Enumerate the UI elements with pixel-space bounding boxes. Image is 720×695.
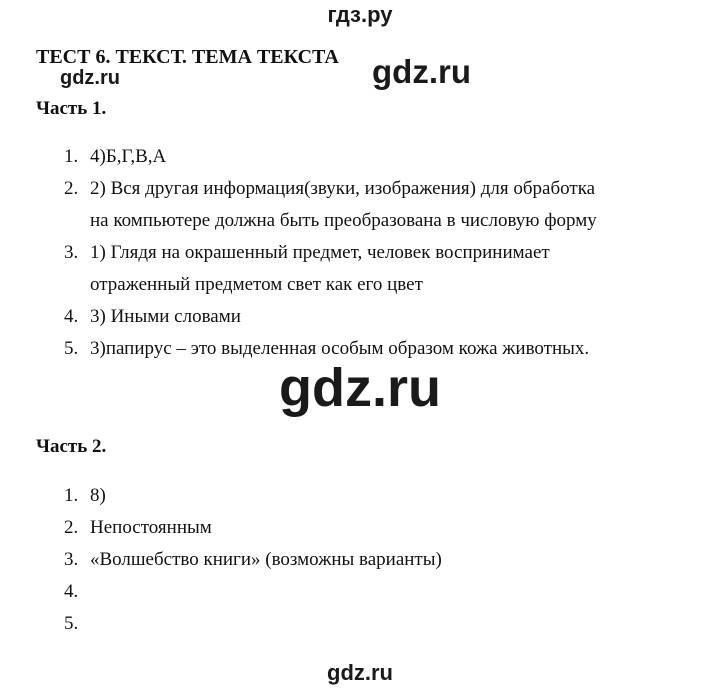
answer-number: 1. xyxy=(64,485,79,506)
answer-number: 5. xyxy=(64,338,79,359)
part2-answer-list xyxy=(64,480,442,640)
answer-number: 2. xyxy=(64,178,79,199)
answer-item xyxy=(64,608,442,640)
answer-number: 4. xyxy=(64,306,79,327)
answer-item xyxy=(64,576,442,608)
answer-text: Непостоянным xyxy=(90,517,212,538)
part1-heading: Часть 1. xyxy=(36,98,107,119)
answer-text: 8) xyxy=(90,485,106,506)
answer-item xyxy=(64,173,597,237)
answer-number: 1. xyxy=(64,146,79,167)
part1-answer-list xyxy=(64,141,597,365)
answer-text: 1) Глядя на окрашенный предмет, человек воспринимает отраженный предметом свет как его цвет xyxy=(90,242,550,295)
watermark-top: гдз.ру xyxy=(327,2,393,27)
answer-text: 3)папирус – это выделенная особым образом кожа животных. xyxy=(90,338,590,359)
answer-text: 3) Иными словами xyxy=(90,306,241,327)
answer-item xyxy=(64,141,597,173)
answer-text: «Волшебство книги» (возможны варианты) xyxy=(90,549,442,570)
part2-heading: Часть 2. xyxy=(36,436,107,457)
answer-number: 5. xyxy=(64,613,79,634)
answer-number: 2. xyxy=(64,517,79,538)
answer-item xyxy=(64,237,597,301)
watermark-small: gdz.ru xyxy=(60,67,120,89)
watermark-bottom: gdz.ru xyxy=(327,660,393,685)
answer-number: 3. xyxy=(64,242,79,263)
answer-item xyxy=(64,544,442,576)
answer-text: 4)Б,Г,В,А xyxy=(90,146,167,167)
answer-item xyxy=(64,480,442,512)
watermark-middle: gdz.ru xyxy=(279,358,441,418)
answer-item xyxy=(64,512,442,544)
answer-number: 3. xyxy=(64,549,79,570)
answer-item xyxy=(64,301,597,333)
watermark-header: gdz.ru xyxy=(372,53,471,90)
answer-text: 2) Вся другая информация(звуки, изображения) для обработка на компьютере должна быть преобразована в числовую форму xyxy=(90,178,597,231)
document-title: ТЕСТ 6. ТЕКСТ. ТЕМА ТЕКСТА xyxy=(36,46,339,68)
answer-number: 4. xyxy=(64,581,79,602)
